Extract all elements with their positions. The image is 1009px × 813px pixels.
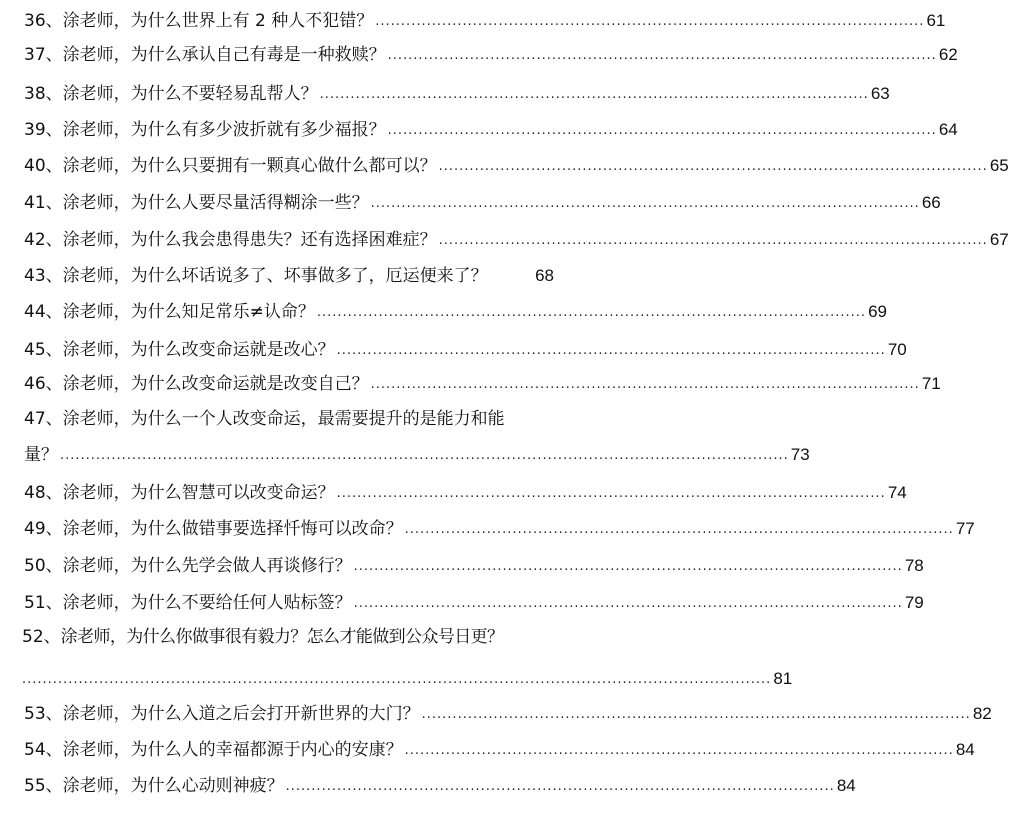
dot-leader: ........................................................................................................... [375,14,925,29]
toc-entry-num: 40、 [24,156,63,176]
toc-entry-num: 53、 [24,704,63,724]
toc-entry-36[interactable] [24,11,946,31]
toc-entry-50[interactable] [24,556,924,576]
toc-entry-title: 涂老师，为什么改变命运就是改心？ [62,340,335,360]
toc-entry-41[interactable] [24,193,941,213]
toc-entry-num: 45、 [24,340,63,360]
toc-entry-title-continued: 量？ [24,445,58,465]
toc-entry-title: 涂老师，为什么智慧可以改变命运？ [62,483,335,503]
toc-entry-title: 涂老师，为什么改变命运就是改变自己？ [62,374,369,394]
dot-leader: ........................................................................................................... [370,377,920,392]
toc-entry-num: 52、 [22,627,61,647]
toc-entry-title: 涂老师，为什么人要尽量活得糊涂一些？ [62,193,369,213]
toc-entry-page: 63 [870,84,890,103]
toc-entry-page: 77 [955,519,975,538]
toc-entry-num: 37、 [24,45,63,65]
toc-entry-title: 涂老师，为什么知足常乐≠认命？ [62,302,315,322]
toc-entry-title: 涂老师，为什么人的幸福都源于内心的安康？ [62,740,403,760]
dot-leader: ........................................................................................................... [336,486,886,501]
dot-leader: ........................................................................................................... [353,559,903,574]
toc-entry-44[interactable] [24,302,887,322]
toc-entry-page: 82 [972,704,992,723]
toc-entry-page: 67 [989,230,1009,249]
toc-entry-num: 44、 [24,302,63,322]
toc-entry-title: 涂老师，为什么先学会做人再谈修行？ [62,556,352,576]
toc-entry-42[interactable] [24,230,1009,250]
toc-entry-title: 涂老师，为什么心动则神疲？ [62,776,284,796]
toc-entry-title: 涂老师，为什么不要给任何人贴标签？ [62,593,352,613]
toc-entry-49[interactable] [24,519,975,539]
toc-entry-page: 64 [938,120,958,139]
toc-entry-page: 69 [868,302,887,321]
toc-entry-num: 43、 [24,266,63,286]
toc-entry-51[interactable] [24,593,924,613]
dot-leader: ........................................................................................................... [370,196,920,211]
toc-entry-48[interactable] [24,483,907,503]
toc-entry-title: 涂老师，为什么世界上有 2 种人不犯错？ [62,11,374,31]
toc-entry-page: 79 [904,593,924,612]
dot-leader: ........................................................................................................... [404,743,954,758]
dot-leader: ........................................................................................................... [438,159,988,174]
toc-entry-title: 涂老师，为什么你做事很有毅力？怎么才能做到公众号日更？ [60,627,504,647]
toc-entry-43[interactable] [24,266,554,286]
toc-entry-num: 50、 [24,556,63,576]
toc-entry-title: 涂老师，为什么做错事要选择忏悔可以改命？ [62,519,403,539]
toc-entry-title: 涂老师，为什么不要轻易乱帮人？ [62,84,318,104]
dot-leader: ........................................................................................................... [387,123,937,138]
toc-entry-num: 42、 [24,230,63,250]
dot-leader: .................................................................................................................................................. [22,672,772,687]
toc-entry-num: 48、 [24,483,63,503]
dot-leader: ........................................................................................................... [353,596,903,611]
toc-entry-num: 51、 [24,593,63,613]
dot-leader: ........................................................................................................... [319,87,869,102]
toc-entry-page: 74 [887,483,907,502]
toc-entry-54[interactable] [24,740,975,760]
toc-entry-page: 84 [955,740,975,759]
toc-entry-num: 55、 [24,776,63,796]
dot-leader: ........................................................................................................... [438,233,988,248]
toc-entry-page: 66 [921,193,941,212]
dot-leader: .............................................................................................................................................. [60,448,789,463]
toc-entry-39[interactable] [24,120,958,140]
toc-entry-num: 49、 [24,519,63,539]
toc-entry-title: 涂老师，为什么入道之后会打开新世界的大门？ [62,704,420,724]
dot-leader: ........................................................................................................... [404,522,954,537]
toc-entry-title: 涂老师，为什么有多少波折就有多少福报？ [62,120,386,140]
dot-leader: ........................................................................................................... [336,343,886,358]
toc-entry-title: 涂老师，为什么承认自己有毒是一种救赎？ [62,45,386,65]
toc-entry-num: 41、 [24,193,63,213]
toc-entry-num: 39、 [24,120,63,140]
toc-entry-53[interactable] [24,704,992,724]
toc-entry-num: 38、 [24,84,63,104]
toc-entry-num: 54、 [24,740,63,760]
toc-entry-46[interactable] [24,374,941,394]
toc-entry-num: 36、 [24,11,63,31]
toc-entry-page: 61 [926,11,946,30]
toc-entry-page: 71 [921,374,941,393]
toc-entry-title: 涂老师，为什么一个人改变命运，最需要提升的是能力和能 [62,409,505,429]
toc-entry-page: 65 [989,156,1009,175]
toc-entry-47[interactable] [24,409,810,465]
toc-entry-page: 62 [938,45,958,64]
toc-entry-title: 涂老师，为什么只要拥有一颗真心做什么都可以？ [62,156,437,176]
toc-entry-page: 70 [887,340,907,359]
dot-leader: ........................................................................................................... [285,779,835,794]
toc-entry-page: 78 [904,556,924,575]
toc-entry-title: 涂老师，为什么我会患得患失？还有选择困难症？ [62,230,437,250]
toc-entry-52[interactable] [22,627,793,689]
dot-leader: ........................................................................................................... [316,305,867,320]
toc-entry-page: 68 [535,266,554,285]
toc-entry-page: 81 [773,669,793,688]
toc-entry-title: 涂老师，为什么坏话说多了、坏事做多了，厄运便来了？ [62,266,488,286]
dot-leader: ........................................................................................................... [387,48,937,63]
toc-entry-55[interactable] [24,776,856,796]
toc-entry-40[interactable] [24,156,1009,176]
toc-entry-num: 46、 [24,374,63,394]
toc-entry-45[interactable] [24,340,907,360]
toc-entry-num: 47、 [24,409,63,429]
toc-entry-page: 73 [790,445,810,464]
dot-leader: ........................................................................................................... [421,707,971,722]
toc-entry-37[interactable] [24,45,958,65]
toc-entry-page: 84 [836,776,856,795]
toc-entry-38[interactable] [24,84,890,104]
